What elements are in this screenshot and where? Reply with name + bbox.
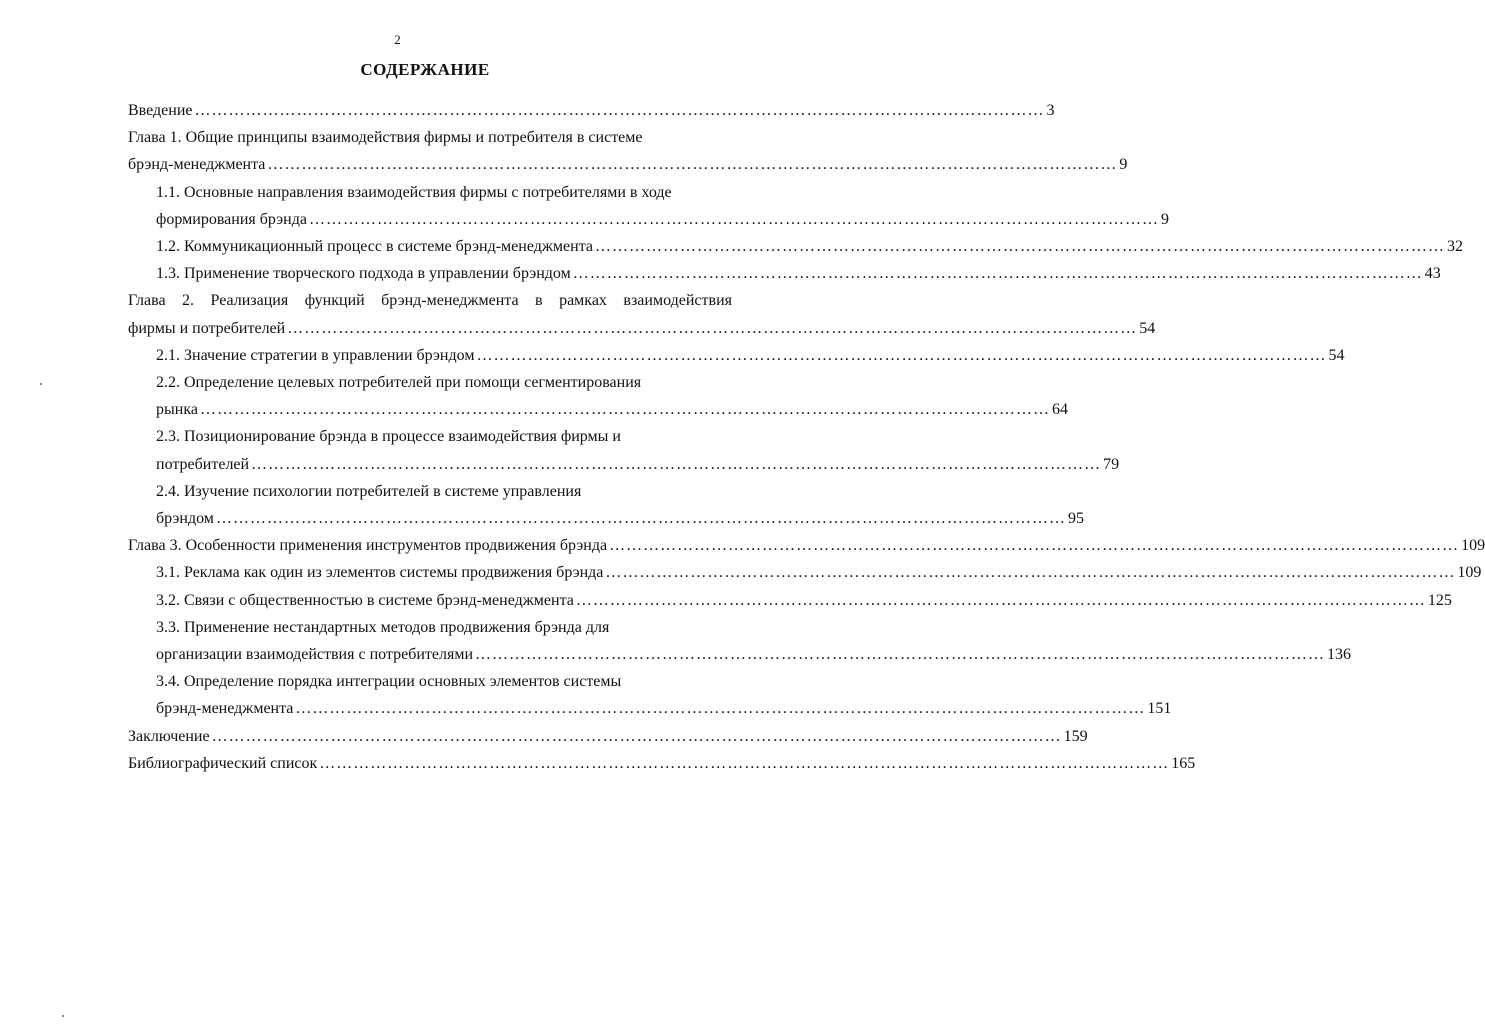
toc-entry	[128, 97, 1055, 124]
toc-entry-line: 2.3. Позиционирование брэнда в процессе взаимодействия фирмы и	[156, 428, 621, 446]
toc-entry-page: 136	[1327, 646, 1352, 664]
toc-entry	[128, 587, 1452, 614]
toc-entry-page: 43	[1424, 265, 1441, 283]
toc-entry-title: брэнд-менеджмента	[128, 156, 266, 174]
toc-entry-title: 1.2. Коммуникационный процесс в системе брэнд-менеджмента	[156, 238, 593, 256]
toc-entry-page: 64	[1051, 401, 1068, 419]
toc-entry-page: 9	[1160, 210, 1169, 228]
toc-entry-page: 109	[1461, 537, 1485, 555]
table-of-contents	[128, 97, 1485, 777]
scan-speck	[40, 383, 42, 385]
toc-entry-line-last	[156, 505, 1084, 532]
toc-entry	[128, 369, 1068, 423]
toc-entry-page: 79	[1103, 455, 1120, 473]
toc-entry-title: организации взаимодействия с потребителями	[156, 646, 474, 664]
toc-entry	[128, 478, 1084, 532]
toc-entry-line-last	[128, 532, 1485, 559]
toc-entry-title: брэндом	[156, 510, 214, 528]
dot-leader: ……………………………………………………………………………………………………………………………………	[572, 265, 1423, 283]
toc-entry-line: 1.1. Основные направления взаимодействия фирмы с потребителями в ходе	[156, 183, 672, 201]
toc-entry	[128, 233, 1463, 260]
toc-entry-title: 3.1. Реклама как один из элементов системы продвижения брэнда	[156, 564, 604, 582]
toc-entry-page: 54	[1139, 319, 1156, 337]
toc-entry-line-last	[156, 559, 1482, 586]
toc-entry-line-last	[156, 206, 1169, 233]
toc-entry-page: 151	[1147, 700, 1172, 718]
toc-entry-title: Глава 3. Особенности применения инструментов продвижения брэнда	[128, 537, 608, 555]
toc-entry	[128, 124, 1128, 178]
dot-leader: ……………………………………………………………………………………………………………………………………	[476, 346, 1327, 364]
dot-leader: ……………………………………………………………………………………………………………………………………	[267, 156, 1118, 174]
toc-entry-line-last	[156, 641, 1352, 668]
toc-entry-title: Введение	[128, 102, 193, 119]
toc-entry-page: 3	[1046, 102, 1055, 119]
toc-entry-title: Библиографический список	[128, 754, 318, 772]
dot-leader: ……………………………………………………………………………………………………………………………………	[199, 401, 1050, 419]
toc-entry-line-last	[156, 451, 1120, 478]
toc-entry-title: потребителей	[156, 455, 250, 473]
toc-entry-page: 9	[1119, 156, 1128, 174]
toc-entry-title: рынка	[156, 401, 198, 419]
toc-entry-line-last	[156, 587, 1452, 614]
toc-entry-title: 1.3. Применение творческого подхода в управлении брэндом	[156, 265, 571, 283]
toc-entry	[128, 532, 1485, 559]
dot-leader: ……………………………………………………………………………………………………………………………………	[287, 319, 1138, 337]
toc-entry	[128, 559, 1482, 586]
dot-leader: ……………………………………………………………………………………………………………………………………	[595, 238, 1445, 256]
toc-entry	[128, 614, 1352, 668]
dot-leader: ……………………………………………………………………………………………………………………………………	[211, 727, 1062, 745]
toc-entry-line-last	[128, 151, 1128, 178]
toc-entry-title: формирования брэнда	[156, 210, 307, 228]
toc-entry	[128, 423, 1120, 477]
toc-entry-page: 32	[1447, 238, 1463, 256]
dot-leader: ……………………………………………………………………………………………………………………………………	[575, 591, 1426, 609]
toc-entry	[128, 260, 1441, 287]
toc-entry-line: 2.4. Изучение психологии потребителей в системе управления	[156, 482, 582, 500]
toc-entry	[128, 750, 1196, 777]
toc-entry-title: 3.2. Связи с общественностью в системе брэнд-менеджмента	[156, 591, 574, 609]
toc-entry-line-last	[128, 97, 1055, 124]
toc-entry-page: 109	[1457, 564, 1482, 582]
toc-entry-line-last	[156, 342, 1345, 369]
toc-entry-title: 2.1. Значение стратегии в управлении брэндом	[156, 346, 475, 364]
toc-entry-line-last	[156, 695, 1172, 722]
page-title: СОДЕРЖАНИЕ	[360, 60, 490, 79]
dot-leader: ……………………………………………………………………………………………………………………………………	[605, 564, 1456, 582]
toc-entry-line-last	[156, 260, 1441, 287]
dot-leader: ……………………………………………………………………………………………………………………………………	[609, 537, 1460, 555]
scan-speck	[62, 1015, 64, 1017]
toc-entry-line-last	[128, 723, 1088, 750]
dot-leader: ……………………………………………………………………………………………………………………………………	[251, 455, 1102, 473]
toc-entry-line: 2.2. Определение целевых потребителей при помощи сегментирования	[156, 374, 642, 392]
toc-entry-line-last	[128, 315, 1156, 342]
toc-entry	[128, 668, 1172, 722]
toc-entry-line: 3.4. Определение порядка интеграции основных элементов системы	[156, 673, 622, 691]
page-number: 2	[394, 32, 401, 47]
toc-entry-page: 95	[1067, 510, 1084, 528]
toc-entry	[128, 179, 1169, 233]
dot-leader: ……………………………………………………………………………………………………………………………………	[194, 102, 1045, 119]
toc-entry-line: 3.3. Применение нестандартных методов продвижения брэнда для	[156, 618, 610, 636]
toc-entry	[128, 342, 1345, 369]
toc-entry-line-last	[156, 233, 1463, 260]
toc-entry	[128, 287, 1156, 341]
toc-entry-page: 165	[1171, 754, 1196, 772]
toc-entry-title: брэнд-менеджмента	[156, 700, 294, 718]
toc-entry	[128, 723, 1088, 750]
toc-entry-line-last	[128, 750, 1196, 777]
toc-entry-title: Заключение	[128, 727, 210, 745]
dot-leader: ……………………………………………………………………………………………………………………………………	[295, 700, 1146, 718]
toc-entry-line-last	[156, 396, 1068, 423]
toc-entry-page: 125	[1427, 591, 1452, 609]
toc-entry-title: фирмы и потребителей	[128, 319, 286, 337]
dot-leader: ……………………………………………………………………………………………………………………………………	[475, 646, 1326, 664]
toc-entry-page: 54	[1328, 346, 1345, 364]
dot-leader: ……………………………………………………………………………………………………………………………………	[215, 510, 1066, 528]
toc-entry-page: 159	[1063, 727, 1088, 745]
toc-entry-line: Глава 2. Реализация функций брэнд-менеджмента в рамках взаимодействия	[128, 292, 732, 310]
dot-leader: ……………………………………………………………………………………………………………………………………	[308, 210, 1159, 228]
dot-leader: ……………………………………………………………………………………………………………………………………	[319, 754, 1170, 772]
toc-entry-line: Глава 1. Общие принципы взаимодействия фирмы и потребителя в системе	[128, 129, 643, 147]
